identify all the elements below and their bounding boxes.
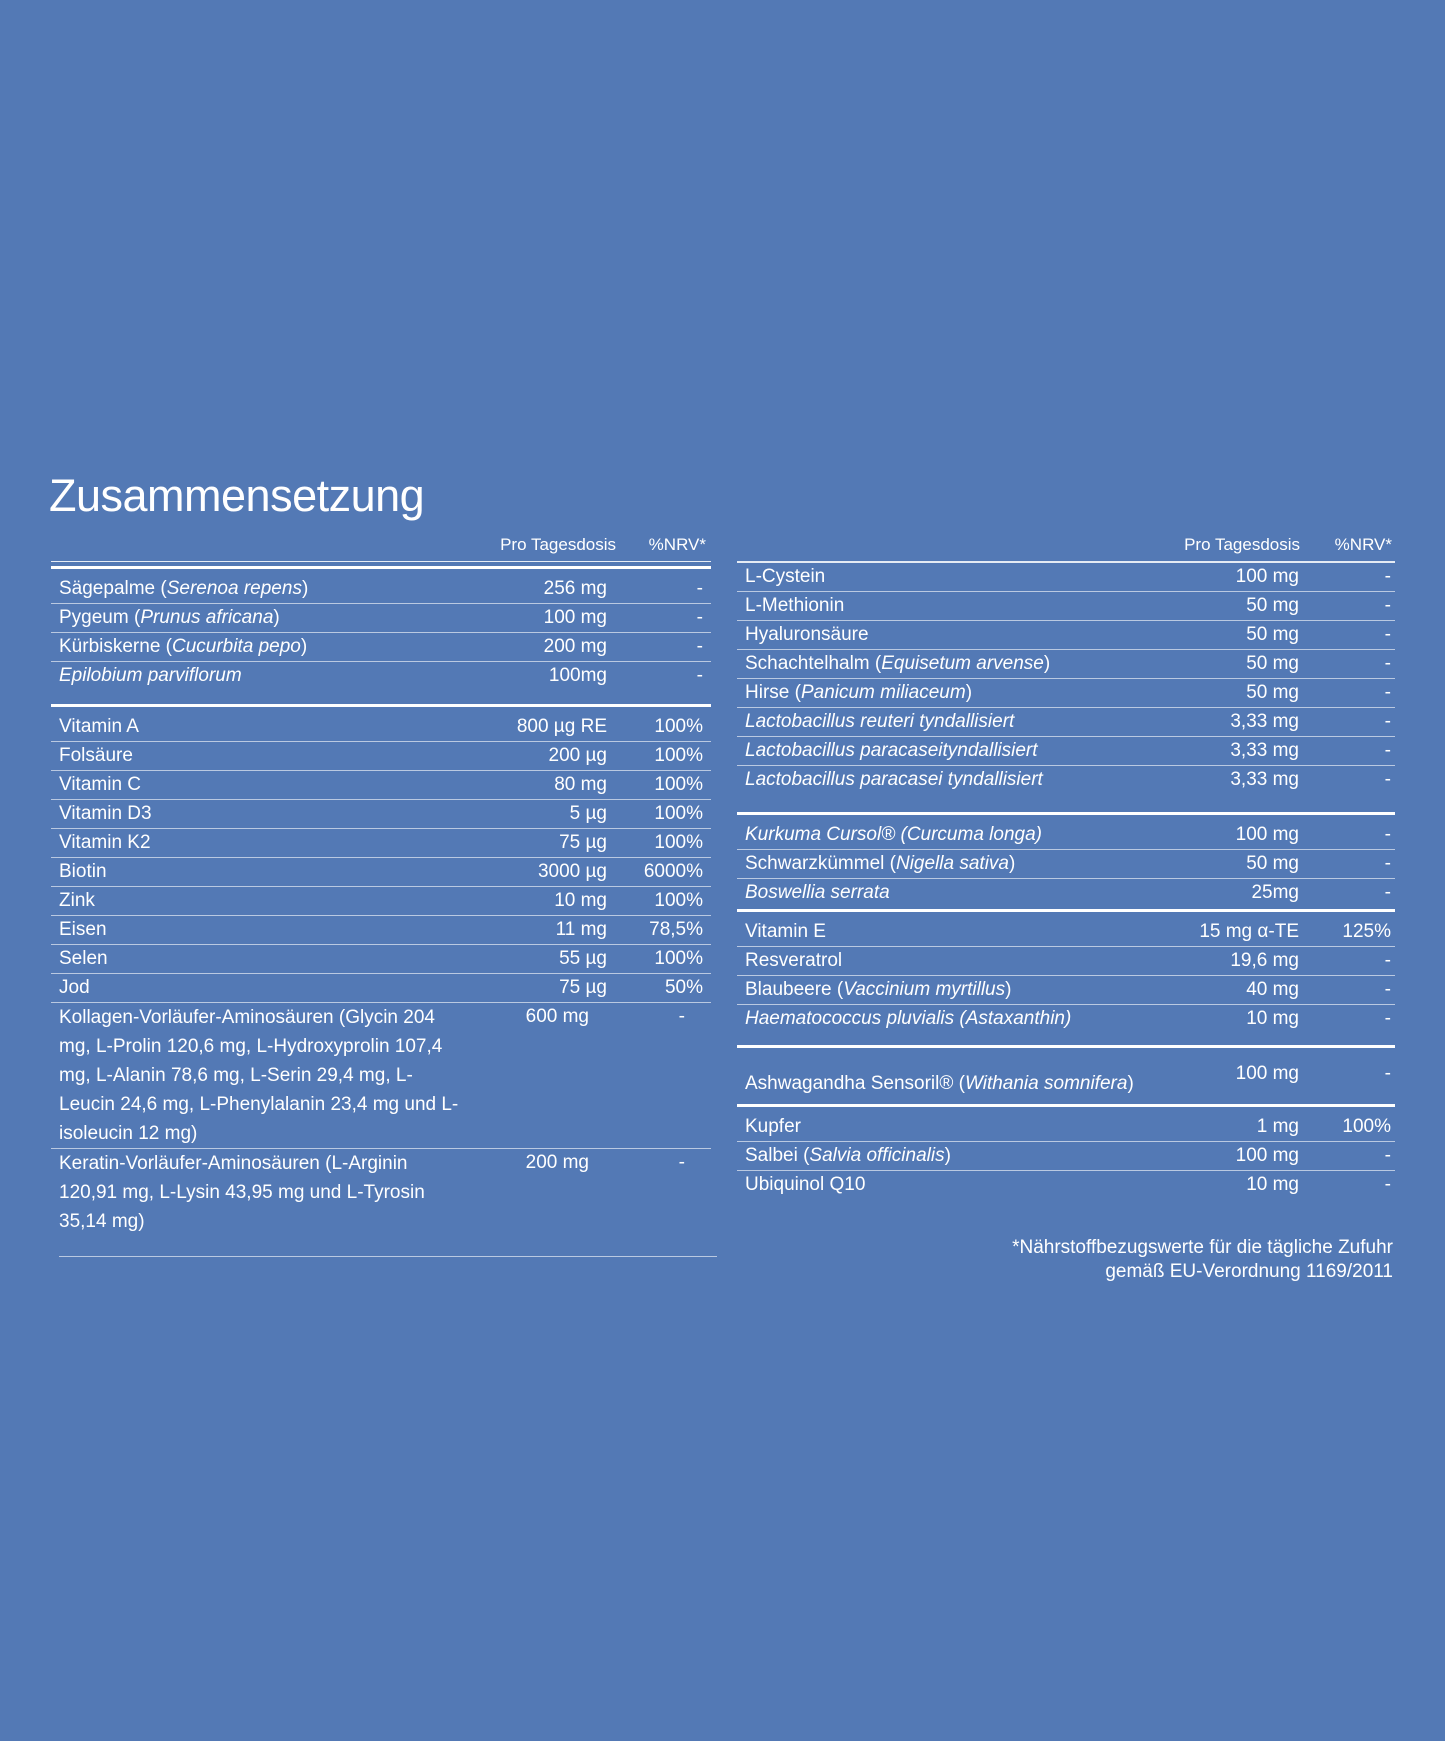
nrv-value: - — [1384, 711, 1391, 732]
table-row — [51, 1149, 711, 1236]
ingredient-label: Biotin — [59, 861, 107, 882]
ingredient-group — [737, 812, 1395, 907]
table-row — [737, 592, 1395, 621]
ingredient-label: Schachtelhalm ( — [745, 653, 882, 674]
ingredient-group — [51, 566, 711, 690]
dose-value: 800 µg RE — [516, 716, 607, 737]
table-row — [737, 1054, 1395, 1102]
dose-value: 50 mg — [1246, 624, 1299, 645]
table-row — [737, 679, 1395, 708]
ingredient-name — [51, 575, 477, 603]
table-row — [51, 945, 711, 974]
ingredient-label-suffix: ) — [965, 682, 973, 703]
dose-value: 3,33 mg — [1230, 769, 1299, 790]
header-nrv: %NRV* — [1334, 535, 1392, 554]
dose-value: 50 mg — [1246, 595, 1299, 616]
ingredient-latin-name: Lactobacillus paracaseityndallisiert — [745, 740, 1038, 761]
table-row — [51, 742, 711, 771]
ingredient-label: Kollagen-Vorläufer-Aminosäuren (Glycin 204 mg, L-Prolin 120,6 mg, L-Hydroxyprolin 107,4 mg, L-Alanin 78,6 mg, L-Serin 29,4 mg, L-Leucin 24,6 mg, L-Phenylalanin 23,4 mg und L-isoleucin 12 mg) — [59, 1007, 459, 1144]
header-dose: Pro Tagesdosis — [1184, 535, 1300, 554]
ingredient-label-suffix: ) — [273, 607, 280, 628]
left-table — [51, 533, 711, 1257]
ingredient-label: L-Cystein — [745, 566, 826, 587]
nrv-value: - — [1384, 740, 1391, 761]
ingredient-name — [51, 1003, 459, 1148]
dose-value: 100 mg — [1235, 824, 1299, 845]
table-row — [737, 1171, 1395, 1199]
table-row — [51, 604, 711, 633]
ingredient-group — [737, 1045, 1395, 1102]
dose-value: 40 mg — [1246, 979, 1299, 1000]
nrv-value: 100% — [654, 890, 703, 911]
dose-value: 80 mg — [554, 774, 607, 795]
ingredient-name — [737, 737, 1169, 765]
ingredient-name — [51, 604, 477, 632]
ingredient-name — [51, 829, 477, 857]
ingredient-label: Vitamin C — [59, 774, 142, 795]
nrv-value: - — [678, 1152, 685, 1173]
ingredient-latin-name: Nigella sativa — [895, 853, 1009, 874]
nrv-value: 100% — [654, 948, 703, 969]
ingredient-name — [737, 1060, 1169, 1098]
nrv-value: 100% — [654, 774, 703, 795]
table-row — [51, 713, 711, 742]
dose-value: 100 mg — [1235, 566, 1299, 587]
dose-value: 200 µg — [548, 745, 607, 766]
nrv-value: - — [1384, 882, 1391, 903]
nrv-value: - — [1384, 1174, 1391, 1195]
dose-value: 10 mg — [1246, 1008, 1299, 1029]
table-row — [51, 829, 711, 858]
ingredient-label: Keratin-Vorläufer-Aminosäuren (L-Arginin 120,91 mg, L-Lysin 43,95 mg und L-Tyrosin 35,14 mg) — [59, 1153, 425, 1232]
table-row — [51, 771, 711, 800]
ingredient-label: Vitamin E — [745, 921, 826, 942]
table-row — [737, 1113, 1395, 1142]
ingredient-label-suffix: ) — [1008, 853, 1016, 874]
header-rule — [51, 561, 711, 562]
ingredient-name — [737, 1005, 1169, 1033]
dose-value: 75 µg — [559, 832, 607, 853]
ingredient-label: Selen — [59, 948, 108, 969]
ingredient-label: Salbei ( — [745, 1145, 810, 1166]
ingredient-latin-name: Equisetum arvense — [881, 653, 1044, 674]
dose-value: 3,33 mg — [1230, 740, 1299, 761]
ingredient-name — [737, 1113, 1169, 1141]
page-title: Zusammensetzung — [49, 470, 425, 521]
ingredient-label-suffix: ) — [944, 1145, 951, 1166]
table-header — [51, 533, 711, 561]
dose-value: 15 mg α-TE — [1199, 921, 1299, 942]
ingredient-name — [51, 800, 477, 828]
ingredient-label: Resveratrol — [745, 950, 843, 971]
ingredient-latin-name: Lactobacillus reuteri tyndallisiert — [745, 711, 1015, 732]
nrv-value: - — [1384, 853, 1391, 874]
ingredient-name — [737, 563, 1169, 591]
nrv-value: - — [696, 665, 703, 686]
ingredient-label: Folsäure — [59, 745, 133, 766]
ingredient-label-suffix: ) — [1005, 979, 1012, 1000]
ingredient-group — [737, 909, 1395, 1033]
nrv-value: 125% — [1342, 921, 1391, 942]
ingredient-latin-name: Vaccinium myrtillus — [843, 979, 1006, 1000]
table-row — [737, 563, 1395, 592]
ingredient-latin-name: Epilobium parviflorum — [59, 665, 242, 686]
ingredient-label: Vitamin A — [59, 716, 139, 737]
dose-value: 55 µg — [559, 948, 607, 969]
dose-value: 10 mg — [554, 890, 607, 911]
ingredient-label-suffix: ) — [301, 578, 309, 599]
footnote-line-2: gemäß EU-Verordnung 1169/2011 — [1105, 1261, 1393, 1282]
ingredient-label: Eisen — [59, 919, 107, 940]
ingredient-latin-name: Cucurbita pepo — [172, 636, 301, 657]
ingredient-label: Pygeum ( — [59, 607, 141, 628]
ingredient-latin-name: Haematococcus pluvialis (Astaxanthin) — [745, 1008, 1072, 1029]
ingredient-name — [51, 713, 477, 741]
nrv-value: 100% — [654, 745, 703, 766]
ingredient-name — [51, 662, 477, 690]
table-row — [737, 737, 1395, 766]
dose-value: 19,6 mg — [1230, 950, 1299, 971]
ingredient-label: Kupfer — [745, 1116, 801, 1137]
dose-value: 100 mg — [543, 607, 607, 628]
dose-value: 50 mg — [1246, 682, 1299, 703]
ingredient-latin-name: Kurkuma Cursol® (Curcuma longa) — [745, 824, 1042, 845]
dose-value: 100 mg — [1235, 1145, 1299, 1166]
nrv-value: - — [696, 636, 703, 657]
ingredient-label: Hyaluronsäure — [745, 624, 869, 645]
dose-value: 5 µg — [569, 803, 607, 824]
ingredient-label: Ashwagandha Sensoril® ( — [745, 1073, 965, 1094]
table-row — [51, 662, 711, 690]
ingredient-name — [737, 679, 1169, 707]
nrv-value: - — [1384, 653, 1391, 674]
ingredient-label: Jod — [59, 977, 90, 998]
ingredient-label: Blaubeere ( — [745, 979, 844, 1000]
table-row — [51, 974, 711, 1003]
table-row — [737, 650, 1395, 679]
ingredient-name — [737, 766, 1169, 794]
header-dose: Pro Tagesdosis — [500, 535, 616, 554]
table-row — [51, 887, 711, 916]
table-row — [51, 633, 711, 662]
nrv-value: - — [1384, 1008, 1391, 1029]
ingredient-label: Zink — [59, 890, 95, 911]
footnote — [1012, 1236, 1393, 1284]
table-row — [737, 879, 1395, 907]
table-row — [737, 947, 1395, 976]
nrv-value: - — [1384, 1063, 1391, 1084]
nrv-value: - — [1384, 595, 1391, 616]
nrv-value: - — [696, 607, 703, 628]
ingredient-label-suffix: ) — [1043, 653, 1051, 674]
table-row — [737, 918, 1395, 947]
ingredient-label: Vitamin K2 — [59, 832, 151, 853]
table-row — [737, 821, 1395, 850]
table-row — [737, 1142, 1395, 1171]
dose-value: 3000 µg — [537, 861, 607, 882]
dose-value: 100mg — [548, 665, 607, 686]
ingredient-latin-name: Boswellia serrata — [745, 882, 890, 903]
nrv-value: - — [1384, 979, 1391, 1000]
nrv-value: 100% — [654, 832, 703, 853]
right-table — [737, 533, 1395, 1199]
nrv-value: 100% — [654, 803, 703, 824]
ingredient-name — [737, 879, 1169, 907]
ingredient-name — [51, 916, 477, 944]
dose-value: 75 µg — [559, 977, 607, 998]
table-row — [51, 800, 711, 829]
ingredient-name — [737, 621, 1169, 649]
ingredient-latin-name: Withania somnifera — [964, 1073, 1128, 1094]
ingredient-label: Kürbiskerne ( — [59, 636, 172, 657]
dose-value: 25mg — [1251, 882, 1299, 903]
ingredient-name — [51, 1149, 459, 1236]
table-header — [737, 533, 1395, 561]
table-row — [737, 850, 1395, 879]
ingredient-label: Vitamin D3 — [59, 803, 152, 824]
nrv-value: 100% — [654, 716, 703, 737]
table-row — [51, 1003, 711, 1149]
table-row — [51, 916, 711, 945]
nrv-value: - — [678, 1006, 685, 1027]
dose-value: 11 mg — [555, 919, 607, 940]
ingredient-name — [51, 633, 477, 661]
table-row — [737, 766, 1395, 794]
ingredient-latin-name: Panicum miliaceum — [800, 682, 966, 703]
dose-value: 3,33 mg — [1230, 711, 1299, 732]
ingredient-name — [737, 947, 1169, 975]
dose-value: 600 mg — [525, 1006, 589, 1027]
table-row — [51, 575, 711, 604]
ingredient-group — [737, 1104, 1395, 1199]
table-row — [737, 976, 1395, 1005]
nrv-value: - — [1384, 566, 1391, 587]
dose-value: 256 mg — [543, 578, 607, 599]
ingredient-name — [51, 887, 477, 915]
ingredient-name — [737, 708, 1169, 736]
nrv-value: 6000% — [643, 861, 703, 882]
dose-value: 50 mg — [1246, 653, 1299, 674]
ingredient-latin-name: Salvia officinalis — [809, 1145, 945, 1166]
ingredient-label: Hirse ( — [745, 682, 801, 703]
nrv-value: - — [1384, 624, 1391, 645]
ingredient-name — [737, 918, 1169, 946]
ingredient-name — [737, 976, 1169, 1004]
ingredient-name — [737, 592, 1169, 620]
ingredient-label: Schwarzkümmel ( — [745, 853, 896, 874]
dose-value: 200 mg — [525, 1152, 589, 1173]
table-bottom-rule — [59, 1256, 717, 1257]
ingredient-name — [737, 650, 1169, 678]
ingredient-name — [51, 771, 477, 799]
table-row — [737, 708, 1395, 737]
ingredient-name — [51, 974, 477, 1002]
ingredient-label: Ubiquinol Q10 — [745, 1174, 866, 1195]
ingredient-latin-name: Serenoa repens — [166, 578, 302, 599]
ingredient-name — [737, 821, 1169, 849]
ingredient-label-suffix: ) — [300, 636, 308, 657]
ingredient-latin-name: Lactobacillus paracasei tyndallisiert — [745, 769, 1043, 790]
ingredient-latin-name: Prunus africana — [140, 607, 274, 628]
dose-value: 1 mg — [1256, 1116, 1299, 1137]
ingredient-name — [737, 1171, 1169, 1199]
ingredient-name — [51, 858, 477, 886]
nrv-value: - — [696, 578, 703, 599]
dose-value: 100 mg — [1235, 1063, 1299, 1084]
table-row — [737, 1005, 1395, 1033]
ingredient-group — [737, 562, 1395, 794]
ingredient-name — [51, 742, 477, 770]
dose-value: 50 mg — [1246, 853, 1299, 874]
dose-value: 10 mg — [1246, 1174, 1299, 1195]
nrv-value: 100% — [1342, 1116, 1391, 1137]
ingredient-label: L-Methionin — [745, 595, 845, 616]
footnote-line-1: *Nährstoffbezugswerte für die tägliche Zufuhr — [1012, 1237, 1393, 1258]
ingredient-name — [737, 850, 1169, 878]
ingredient-name — [51, 945, 477, 973]
nrv-value: - — [1384, 1145, 1391, 1166]
table-row — [737, 621, 1395, 650]
nrv-value: - — [1384, 950, 1391, 971]
ingredient-name — [737, 1142, 1169, 1170]
ingredient-group — [51, 704, 711, 1236]
nrv-value: 50% — [664, 977, 703, 998]
nrv-value: - — [1384, 682, 1391, 703]
ingredient-label-suffix: ) — [1127, 1073, 1134, 1094]
table-row — [51, 858, 711, 887]
header-nrv: %NRV* — [648, 535, 706, 554]
nrv-value: 78,5% — [649, 919, 703, 940]
nrv-value: - — [1384, 824, 1391, 845]
ingredient-label: Sägepalme ( — [59, 578, 167, 599]
dose-value: 200 mg — [543, 636, 607, 657]
nrv-value: - — [1384, 769, 1391, 790]
